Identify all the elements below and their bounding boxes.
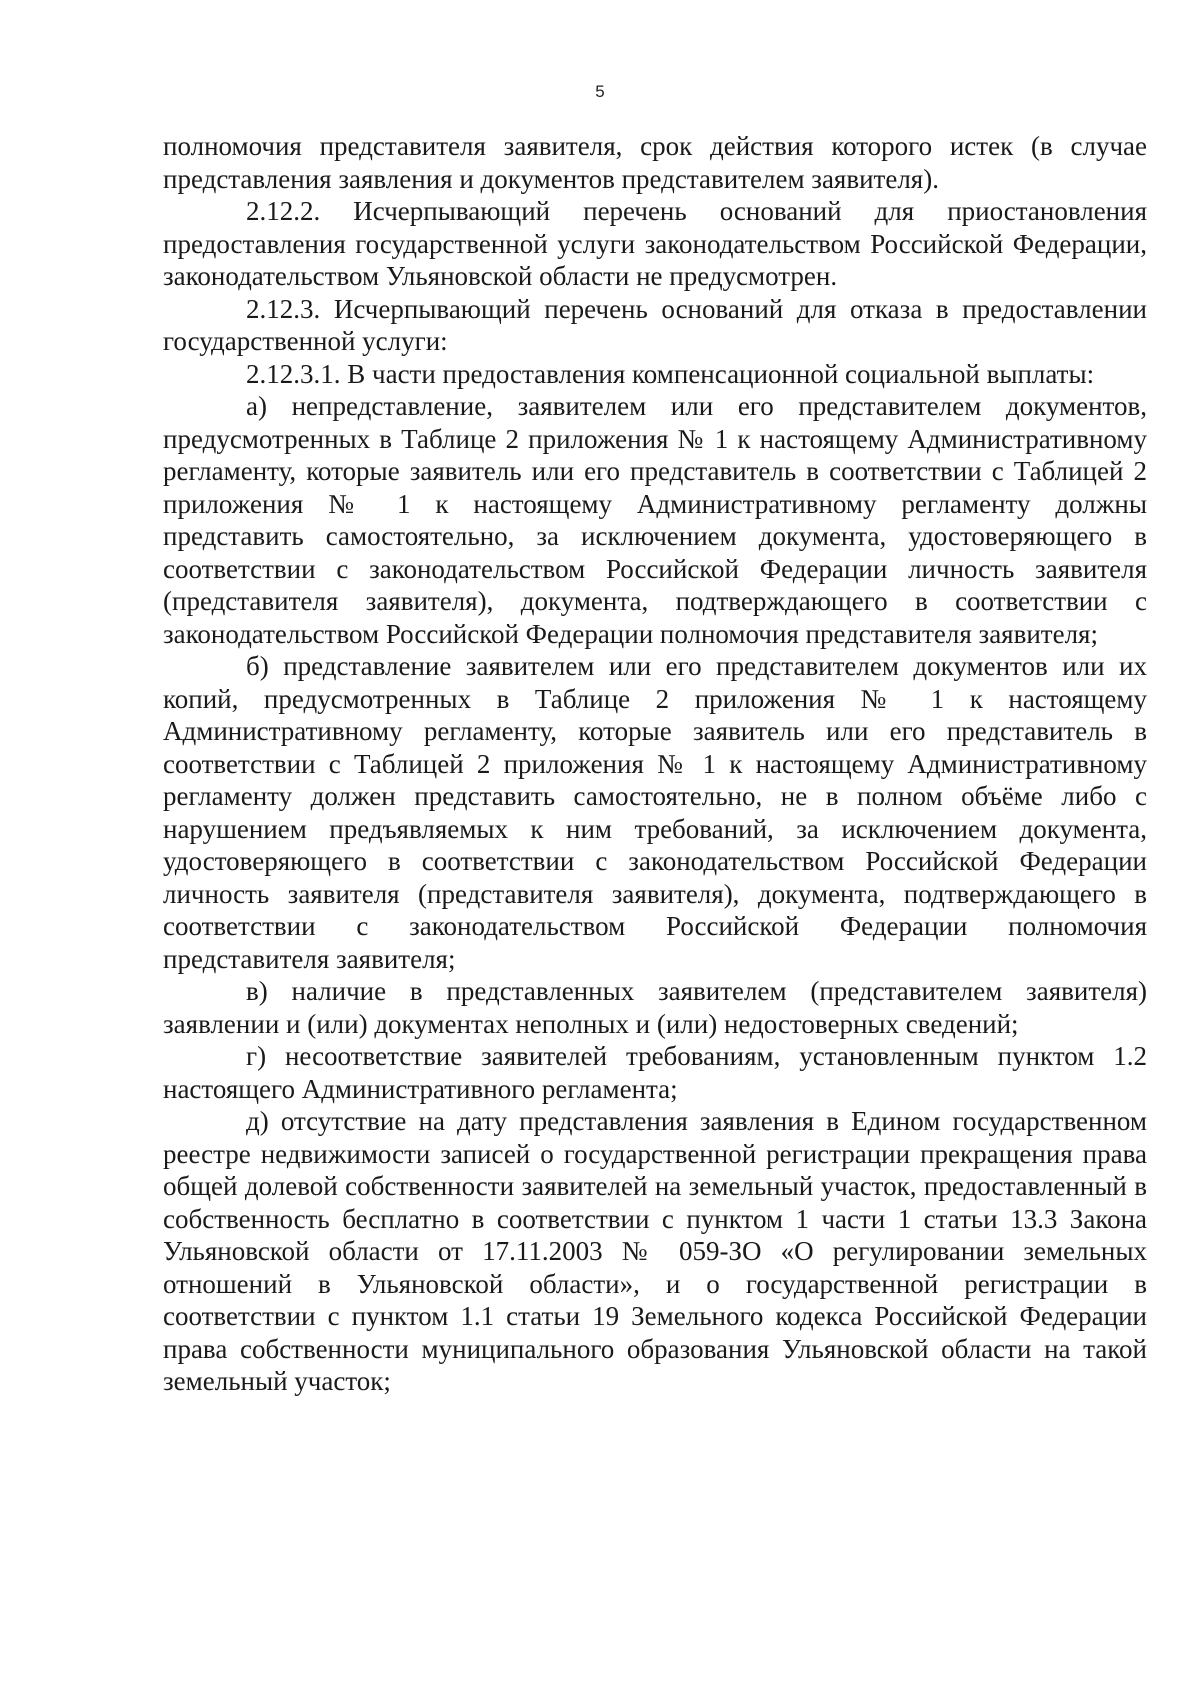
paragraph-item-d: д) отсутствие на дату представления заявления в Едином государственном реестре недвижимости записей о государственной регистрации прекращения права общей долевой собственности заявителей на земельный участок, предоставленный в собственность бесплатно в соответствии с пунктом 1 части 1 статьи 13.3 Закона Ульяновской области от 17.11.2003 № 059-ЗО «О регулировании земельных отношений в Ульяновской области», и о государственной регистрации в соответствии с пунктом 1.1 статьи 19 Земельного кодекса Российской Федерации права собственности муниципального образования Ульяновской области на такой земельный участок;	[163, 1106, 1147, 1396]
page-number: 5	[595, 82, 605, 101]
document-body	[163, 130, 1147, 1398]
paragraph-2-12-3: 2.12.3. Исчерпывающий перечень оснований для отказа в предоставлении государственной услуги:	[163, 293, 1147, 356]
paragraph-item-a: а) непредставление, заявителем или его представителем документов, предусмотренных в Таблице 2 приложения № 1 к настоящему Административному регламенту, которые заявитель или его представитель в соответствии с Таблицей 2 приложения № 1 к настоящему Административному регламенту должны представить самостоятельно, за исключением документа, удостоверяющего в соответствии с законодательством Российской Федерации личность заявителя (представителя заявителя), документа, подтверждающего в соответствии с законодательством Российской Федерации полномочия представителя заявителя;	[163, 391, 1147, 649]
paragraph-item-g: г) несоответствие заявителей требованиям, установленным пунктом 1.2 настоящего Административного регламента;	[163, 1041, 1147, 1104]
paragraph-continuation: полномочия представителя заявителя, срок действия которого истек (в случае представления заявления и документов представителем заявителя).	[163, 131, 1147, 194]
paragraph-item-v: в) наличие в представленных заявителем (представителем заявителя) заявлении и (или) документах неполных и (или) недостоверных сведений;	[163, 976, 1147, 1039]
paragraph-2-12-2: 2.12.2. Исчерпывающий перечень оснований для приостановления предоставления государственной услуги законодательством Российской Федерации, законодательством Ульяновской области не предусмотрен.	[163, 196, 1147, 291]
paragraph-2-12-3-1: 2.12.3.1. В части предоставления компенсационной социальной выплаты:	[246, 358, 1095, 389]
paragraph-item-b: б) представление заявителем или его представителем документов или их копий, предусмотренных в Таблице 2 приложения № 1 к настоящему Административному регламенту, которые заявитель или его представитель в соответствии с Таблицей 2 приложения № 1 к настоящему Административному регламенту должен представить самостоятельно, не в полном объёме либо с нарушением предъявляемых к ним требований, за исключением документа, удостоверяющего в соответствии с законодательством Российской Федерации личность заявителя (представителя заявителя), документа, подтверждающего в соответствии с законодательством Российской Федерации полномочия представителя заявителя;	[163, 651, 1147, 974]
